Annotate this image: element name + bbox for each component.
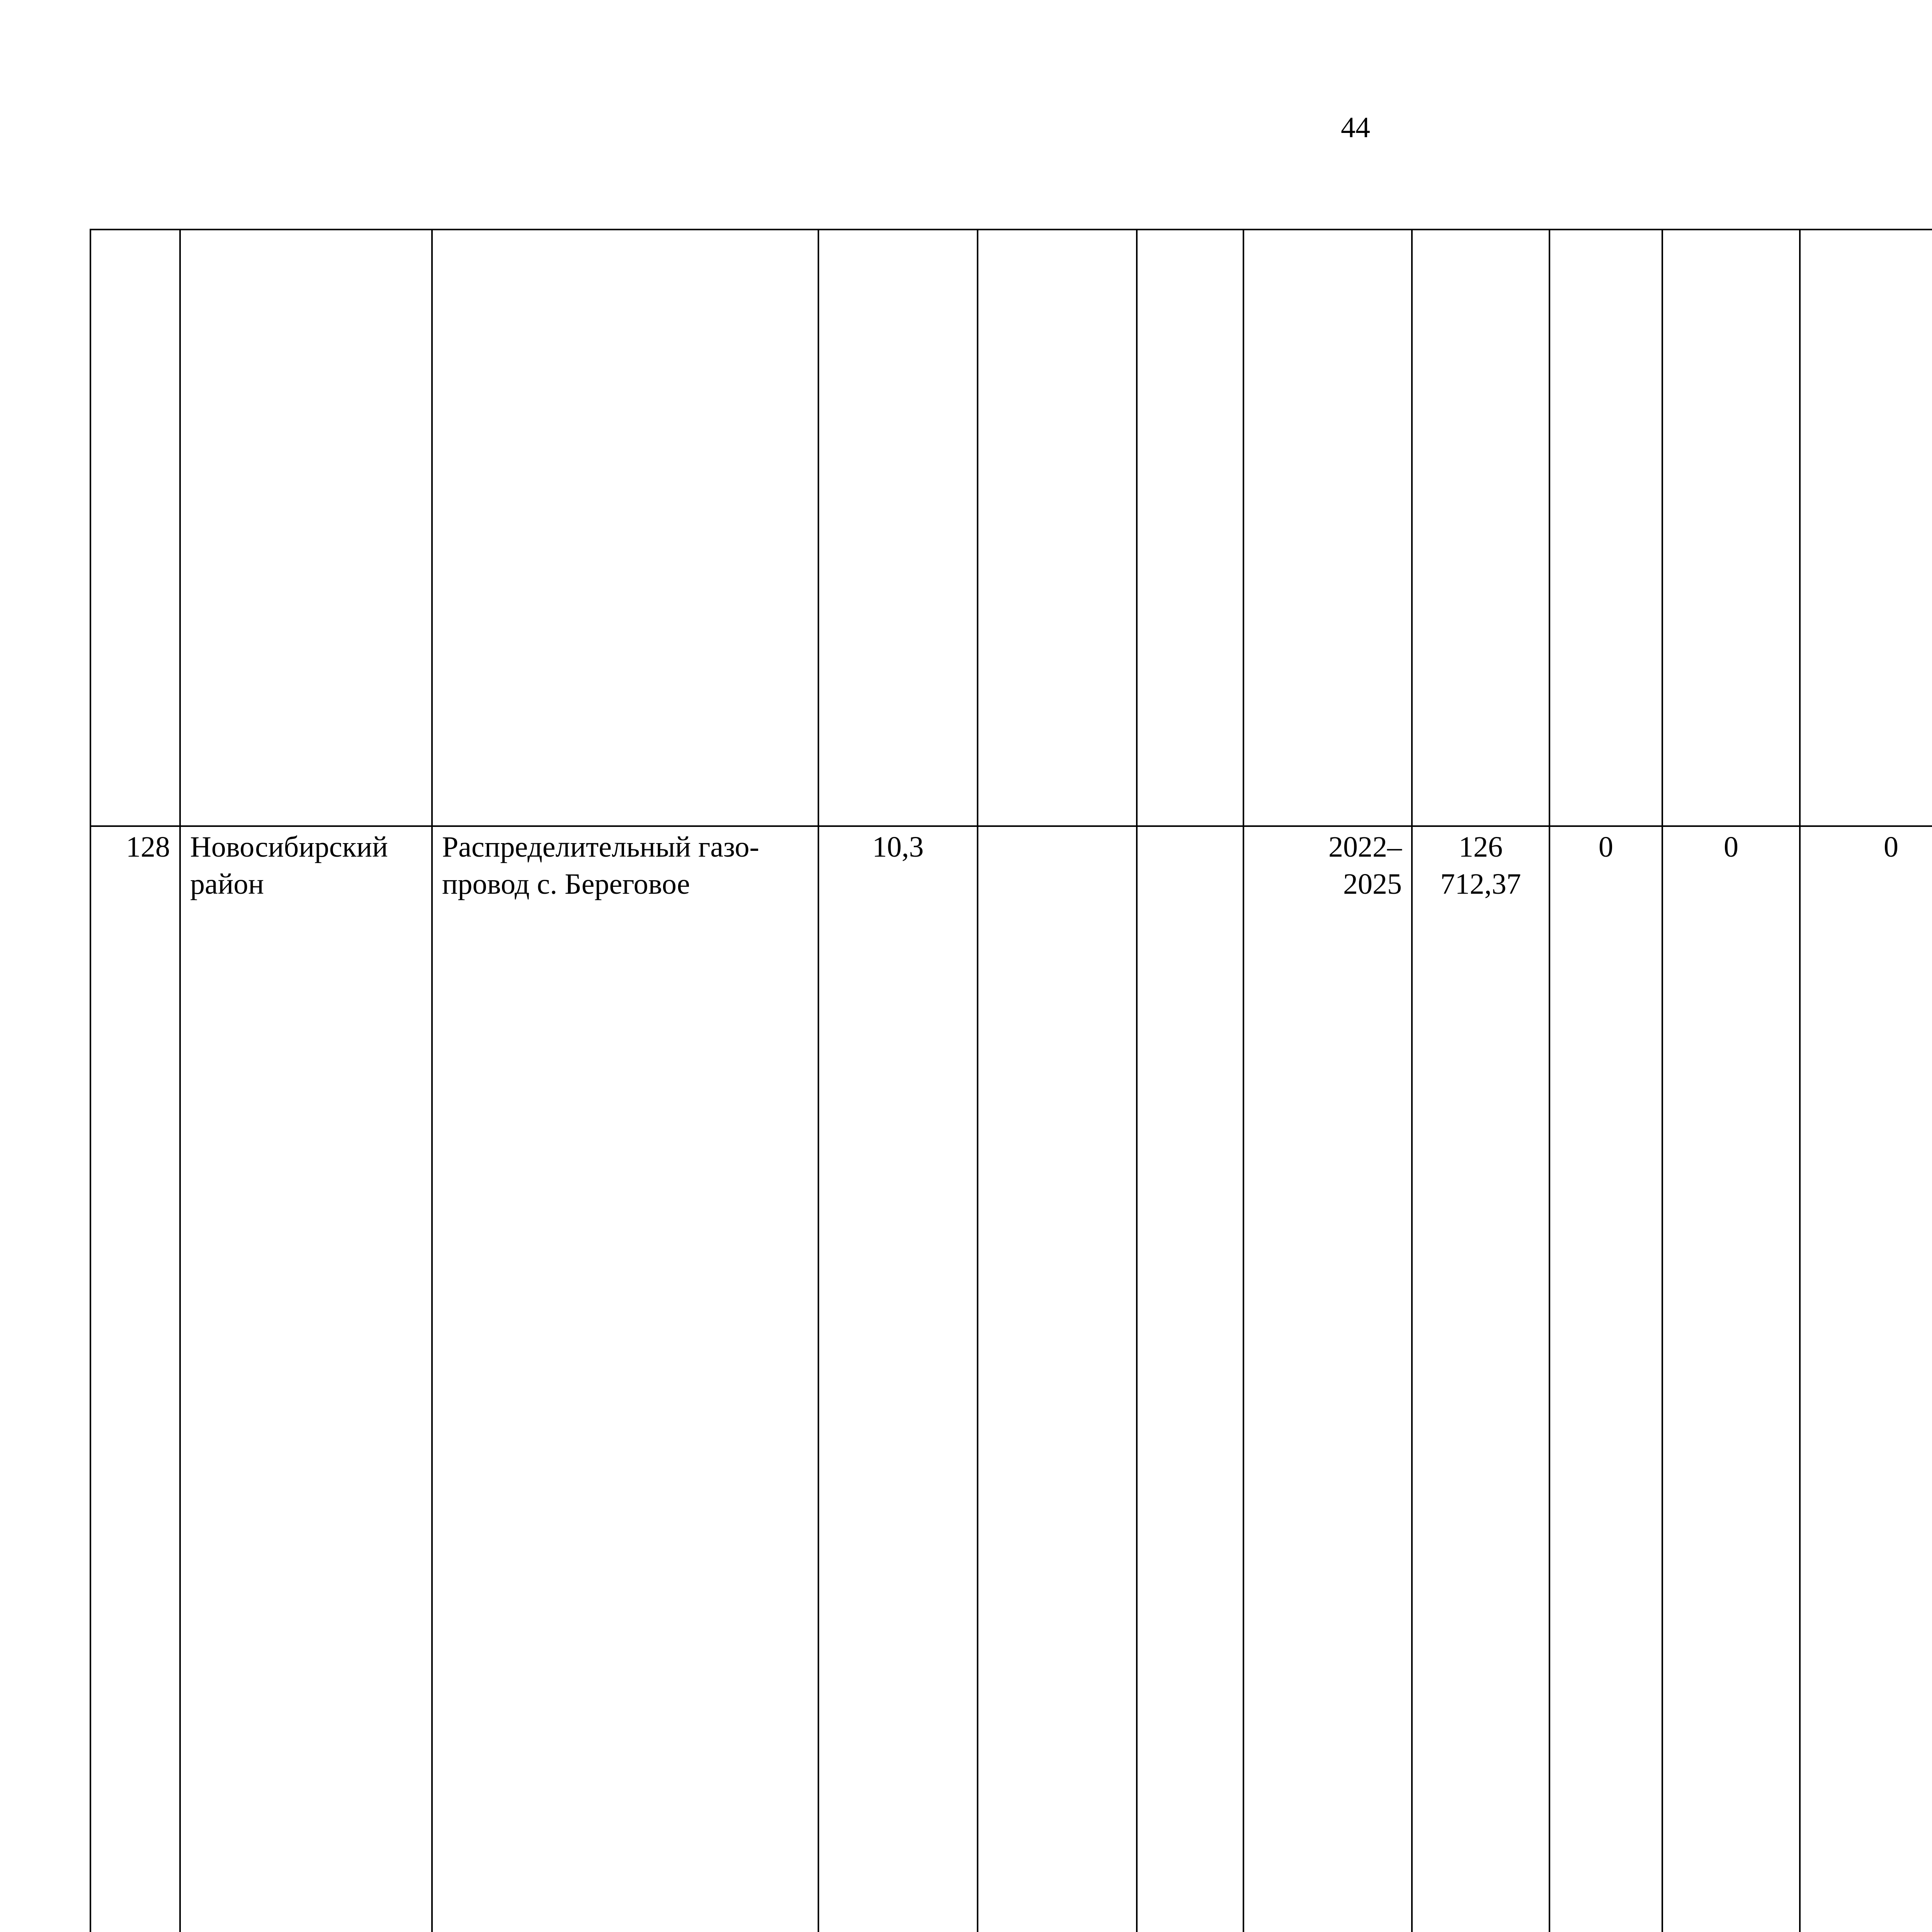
cell-total	[1412, 230, 1549, 826]
cell-col6	[1137, 826, 1243, 1932]
cell-value-2: 0	[1662, 826, 1800, 1932]
cell-value-1: 0	[1549, 826, 1662, 1932]
cell-length	[818, 230, 978, 826]
table-row	[90, 826, 1932, 1932]
cell-total: 126 712,37	[1412, 826, 1549, 1932]
cell-col6	[1137, 230, 1243, 826]
cell-district: Новосибирский район	[180, 826, 432, 1932]
cell-value-1	[1549, 230, 1662, 826]
cell-period	[1243, 230, 1412, 826]
cell-value-2	[1662, 230, 1800, 826]
page-number: 44	[1341, 111, 1370, 144]
cell-number	[90, 230, 180, 826]
cell-value-3	[1800, 230, 1932, 826]
cell-object	[432, 230, 818, 826]
investment-table	[90, 229, 1932, 1932]
cell-length: 10,3	[818, 826, 978, 1932]
cell-col5	[978, 230, 1137, 826]
cell-value-3: 0	[1800, 826, 1932, 1932]
cell-col5	[978, 826, 1137, 1932]
cell-district	[180, 230, 432, 826]
cell-period: 2022– 2025	[1243, 826, 1412, 1932]
cell-number: 128	[90, 826, 180, 1932]
cell-object: Распределительный газо- провод с. Береговое	[432, 826, 818, 1932]
table-row	[90, 230, 1932, 826]
